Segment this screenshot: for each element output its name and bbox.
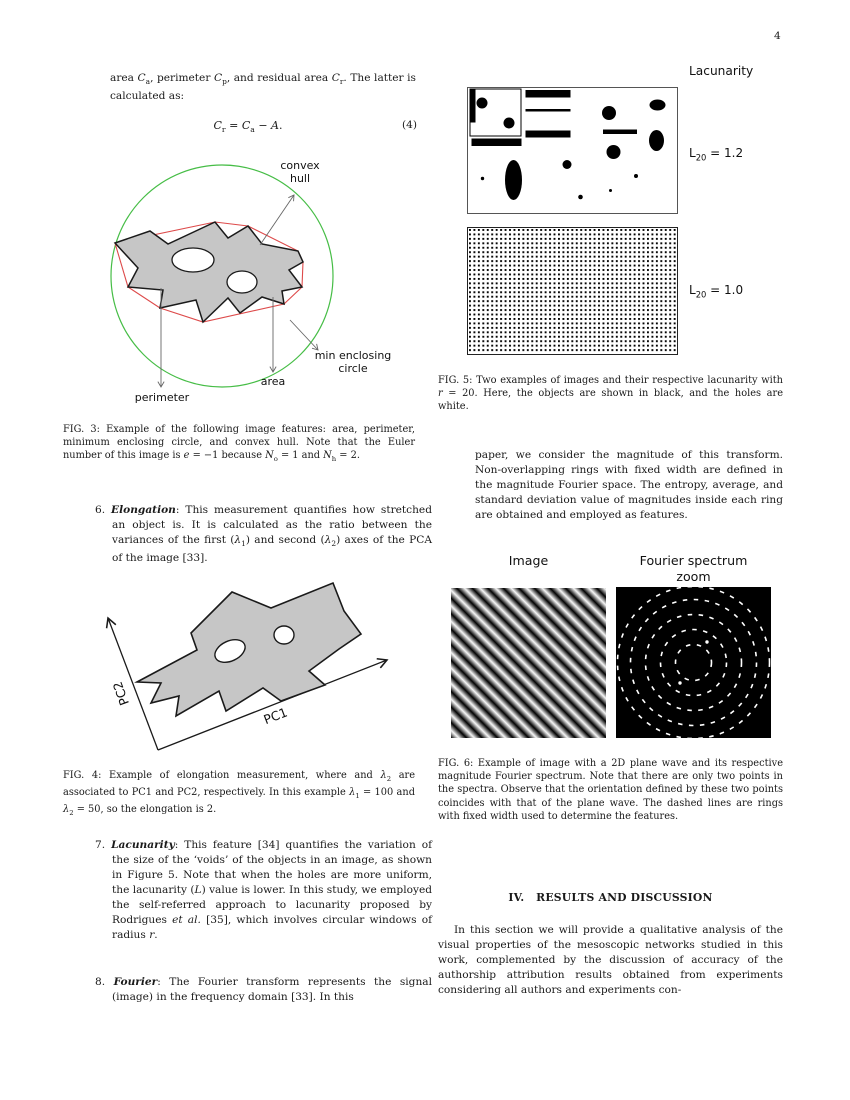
star-shape — [115, 222, 303, 322]
figure-5-panel-irregular — [467, 87, 678, 214]
equation-number: (4) — [401, 119, 417, 131]
lacunarity-value-2: $L_{20} = 1.0$ — [689, 283, 744, 300]
spectrum-label-line2: zoom — [676, 569, 711, 584]
min-circle-label-line2: circle — [338, 362, 368, 375]
equation-body: $C_r = C_a - A$. — [213, 119, 283, 135]
figure-4-elongation — [95, 565, 425, 762]
area-label: area — [260, 375, 286, 388]
shape-hole-2 — [274, 626, 294, 644]
fourier-spectrum-panel — [616, 587, 771, 738]
pc1-axis-label: PC1 — [261, 704, 290, 728]
plane-wave-image — [451, 588, 606, 738]
figure-4-caption: FIG. 4: Example of elongation measurement, where and $\lambda_2$ are associated to PC1 and PC2, respectively. In this example $\lambda_1 = 100$ and $\lambda_2 = 50$, so the elongation is 2. — [63, 770, 416, 818]
star-shape-rotated — [137, 583, 361, 716]
convex-hull-label-line2: hull — [289, 172, 311, 185]
list-item-6-elongation: 6. Elongation: This measurement quantifies how stretched an object is. It is calculated as the ratio between the variances of the first $(\lambda_1)$ and second $(\lambda_2)$ axes of the PCA of the image [33]. — [95, 504, 432, 565]
perimeter-label: perimeter — [134, 391, 190, 404]
shape-hole-2 — [227, 271, 257, 293]
convex-hull-arrow — [260, 195, 294, 245]
spectrum-label-line1: Fourier spectrum — [639, 553, 748, 568]
spectrum-point-2 — [705, 640, 708, 643]
uniform-dot-grid — [469, 229, 677, 354]
min-circle-label-line1: min enclosing — [314, 349, 392, 362]
equation-4 — [78, 119, 418, 134]
shape-hole-1 — [172, 248, 214, 272]
page-number: 4 — [774, 30, 781, 42]
paragraph-residual-area: area $C_a$, perimeter $C_p$, and residual area $C_r$. The latter is calculated as: — [110, 72, 416, 103]
paragraph-fourier-continuation: paper, we consider the magnitude of this transform. Non-overlapping rings with fixed width are defined in the magnitude Fourier space. The entropy, average, and standard deviation value of magnitudes inside each ring are obtained and employed as features. — [475, 449, 783, 521]
figure-3-caption: FIG. 3: Example of the following image features: area, perimeter, minimum enclosing circle, and convex hull. Note that the Euler number of this image is e = −1 because $N_o = 1$ and $N_h = 2$. — [63, 424, 415, 464]
figure-6-image-label: Image — [508, 553, 549, 568]
figure-5-title: Lacunarity — [689, 64, 754, 78]
figure-5-caption: FIG. 5: Two examples of images and their respective lacunarity with r = 20. Here, the objects are shown in black, and the holes are white. — [438, 375, 783, 413]
pc2-axis-label: PC2 — [109, 679, 132, 708]
figure-6-caption: FIG. 6: Example of image with a 2D plane wave and its respective magnitude Fourier spectrum. Note that there are only two points in the spectra. Observe that the orientation defined by these two points coincides with that of the plane wave. The dashed lines are rings with fixed width used to determine the features. — [438, 758, 783, 822]
paragraph-results-intro: In this section we will provide a qualitative analysis of the visual properties of the mesoscopic networks studied in this work, complemented by the discussion of accuracy of the authorship attribution results obtained from experiments considering all authors and experiments con- — [438, 924, 783, 996]
figure-3-shape-features — [85, 157, 430, 409]
list-item-8-fourier: 8. Fourier: The Fourier transform represents the signal (image) in the frequency domain [33]. In this — [95, 976, 432, 1003]
spectrum-point-1 — [678, 681, 681, 684]
figure-6-spectrum-label — [606, 553, 781, 585]
convex-hull-label-line1: convex — [280, 159, 320, 172]
section-heading-results: IV. RESULTS AND DISCUSSION — [508, 891, 713, 904]
panel-border — [468, 88, 678, 214]
min-circle-arrow — [290, 320, 318, 350]
figure-5-panel-uniform — [467, 227, 678, 355]
list-item-7-lacunarity: 7. Lacunarity: This feature [34] quantifies the variation of the size of the ‘voids’ of the objects in an image, as shown in Figure 5. Note that when the holes are more uniform, the lacunarity (L) value is lower. In this study, we employed the self-referred approach to lacunarity proposed by Rodrigues et al. [35], which involves circular windows of radius r. — [95, 839, 433, 941]
lacunarity-value-1: $L_{20} = 1.2$ — [689, 146, 744, 163]
